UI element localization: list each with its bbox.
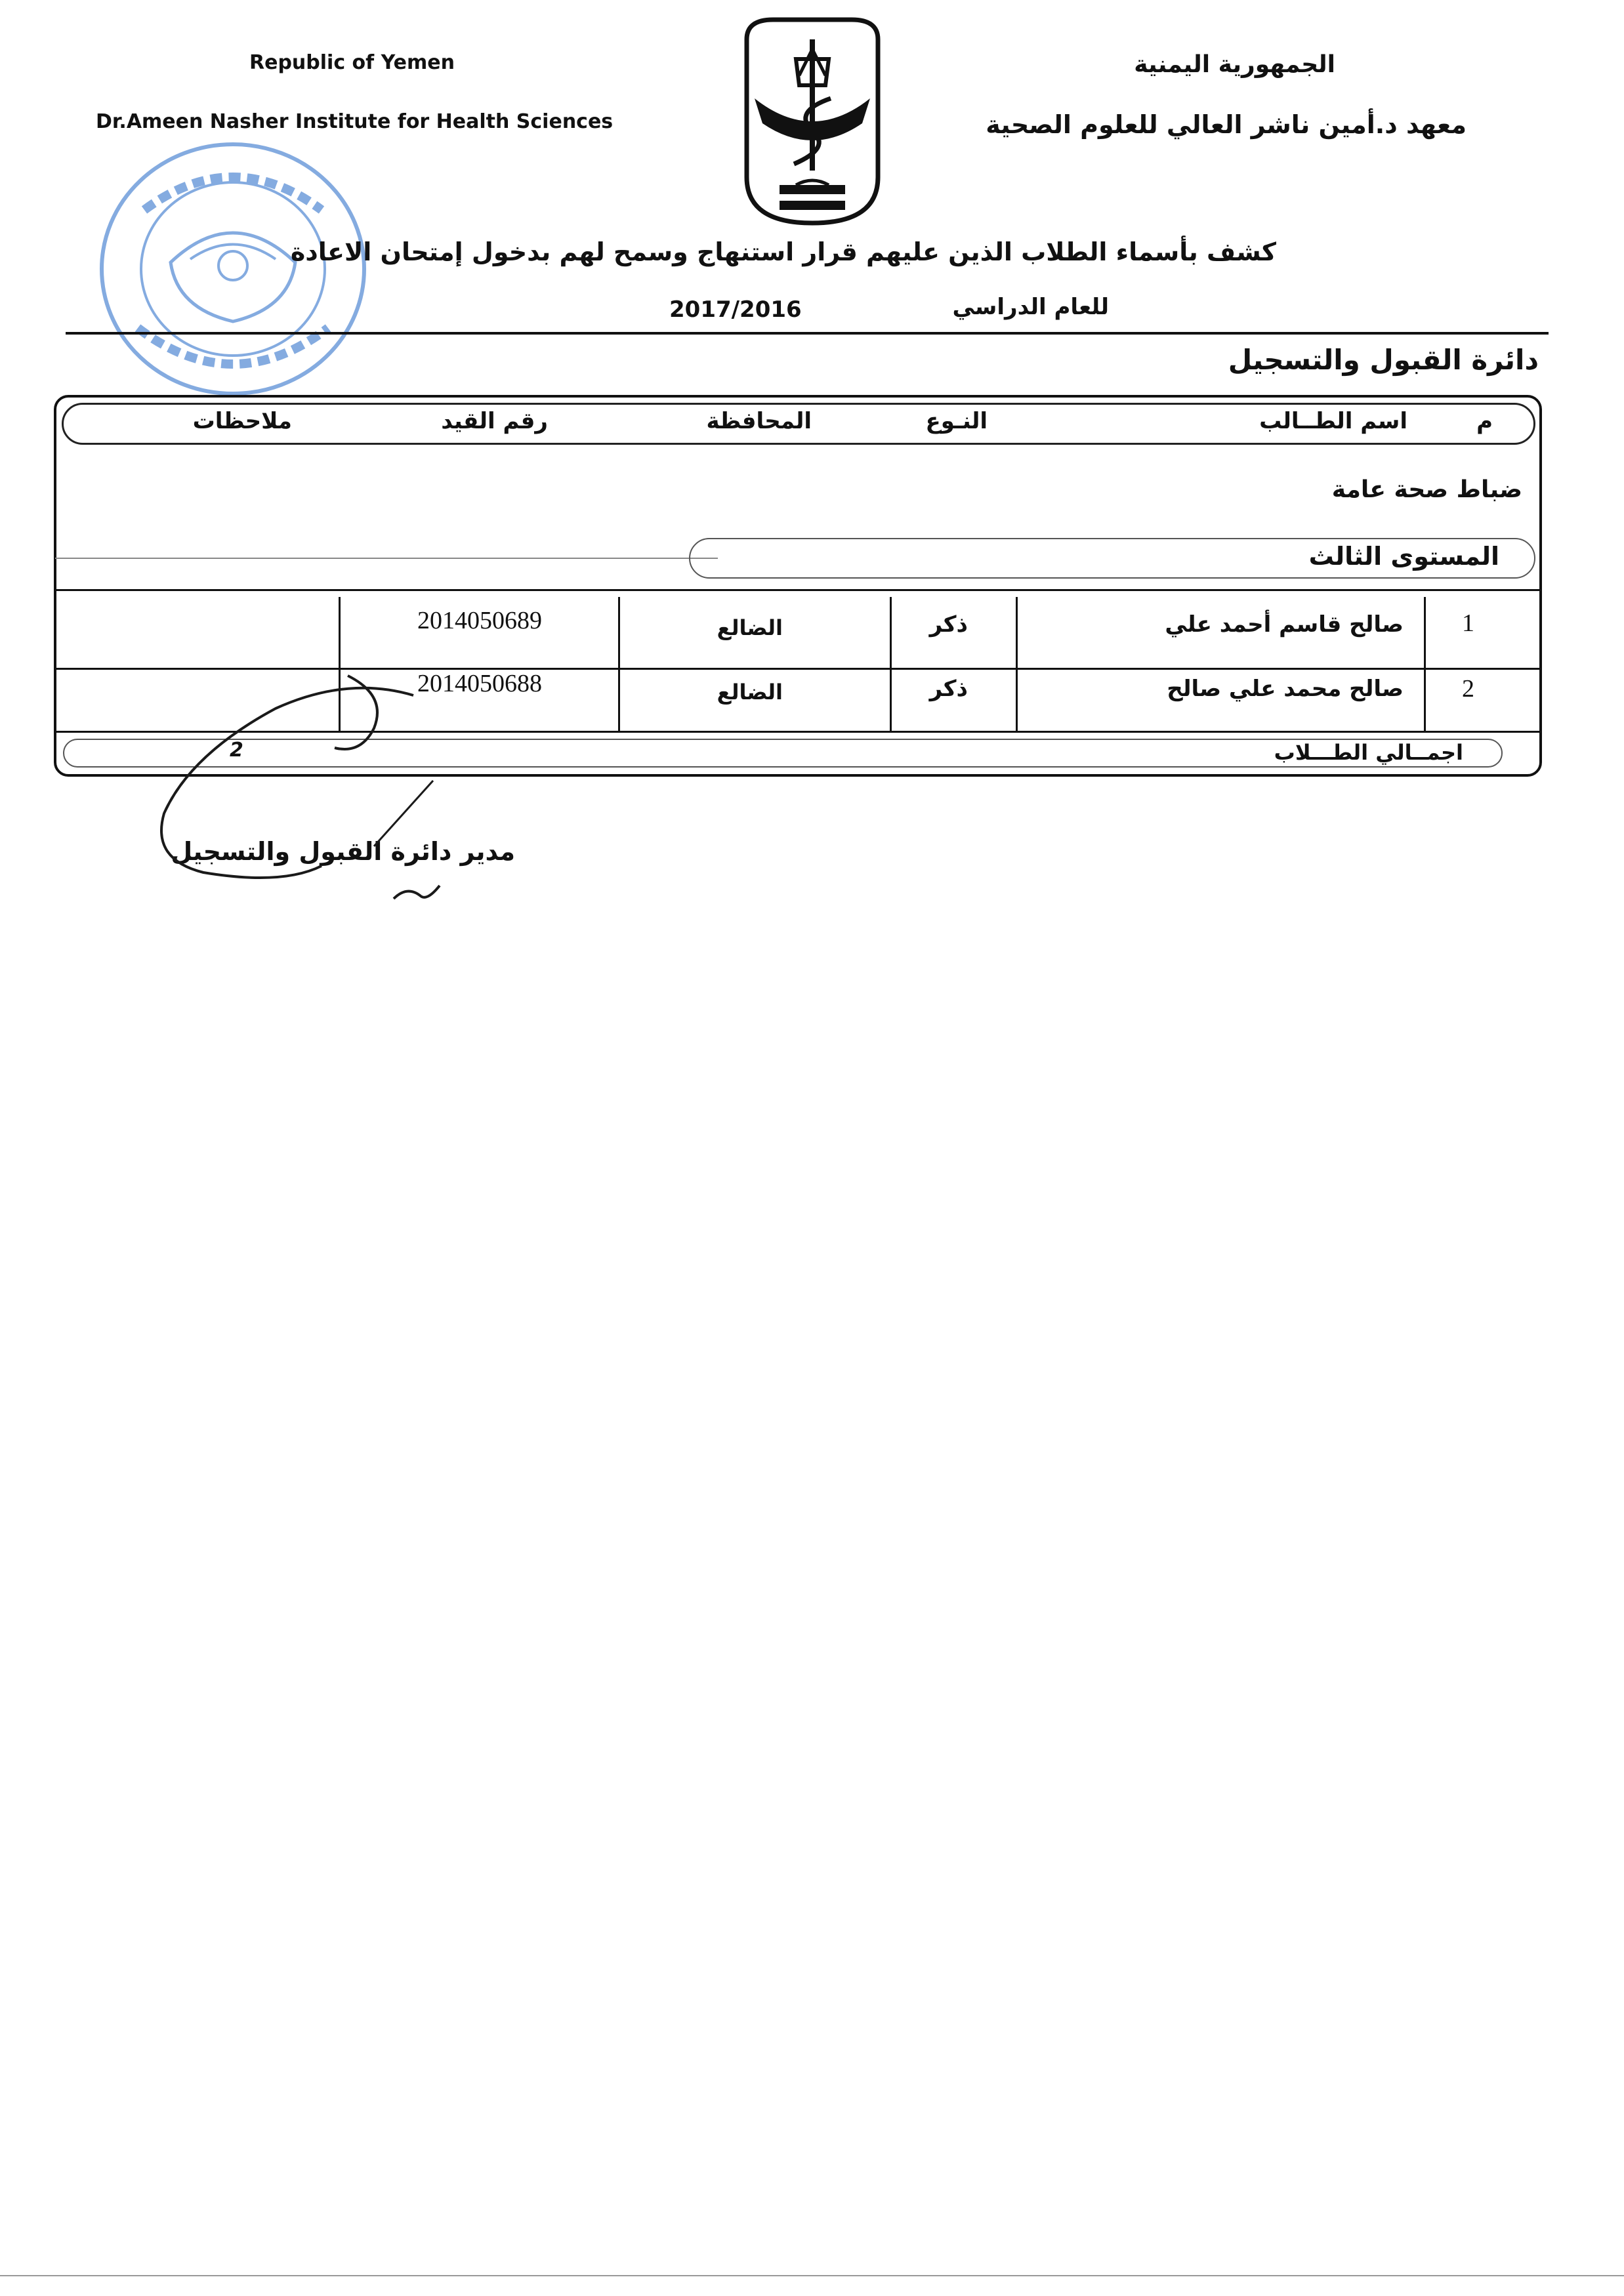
total-label: اجمــالي الطـــلاب — [1274, 740, 1463, 765]
grid-col-2 — [618, 597, 620, 731]
row-2-governorate: الضالع — [717, 680, 783, 705]
grid-col-3 — [890, 597, 892, 731]
row-2-name: صالح محمد علي صالح — [1167, 676, 1404, 702]
department-name: دائرة القبول والتسجيل — [1228, 344, 1539, 376]
row-1-gender: ذكر — [929, 611, 968, 638]
header-gender: النـوع — [925, 408, 988, 434]
row-2-reg-no: 2014050688 — [417, 670, 542, 697]
institute-logo-icon — [734, 13, 891, 230]
academic-year-value: 2017/2016 — [669, 297, 802, 323]
row-1-reg-no: 2014050689 — [417, 607, 542, 634]
program-name: ضباط صحة عامة — [1331, 476, 1522, 503]
grid-col-5 — [1424, 597, 1426, 731]
institute-name-ar: معهد د.أمين ناشر العالي للعلوم الصحية — [986, 110, 1467, 139]
header-reg-no: رقم القيد — [441, 408, 548, 434]
header-notes: ملاحظات — [192, 408, 292, 434]
scan-bottom-edge — [0, 2275, 1624, 2276]
row-1-name: صالح قاسم أحمد علي — [1165, 611, 1404, 638]
signature-scribble-icon — [151, 669, 505, 918]
level-separator — [55, 558, 718, 559]
grid-top — [55, 589, 1539, 591]
row-2-index: 2 — [1462, 675, 1474, 703]
header-index: م — [1476, 408, 1493, 434]
row-1-index: 1 — [1462, 609, 1474, 637]
official-stamp-icon — [92, 131, 381, 407]
institute-name-en: Dr.Ameen Nasher Institute for Health Sciences — [96, 110, 614, 133]
academic-year-label: للعام الدراسي — [952, 294, 1109, 320]
header-governorate: المحافظة — [706, 408, 812, 434]
country-name-ar: الجمهورية اليمنية — [1134, 51, 1335, 78]
level-name: المستوى الثالث — [1308, 542, 1499, 571]
row-2-gender: ذكر — [929, 676, 968, 702]
row-1-governorate: الضالع — [717, 615, 783, 640]
country-name-en: Republic of Yemen — [249, 51, 455, 74]
signature-title: مدير دائرة القبول والتسجيل — [171, 837, 515, 866]
header-name: اسم الطــالب — [1259, 408, 1407, 434]
document-title: كشف بأسماء الطلاب الذين عليهم قرار استنهاج وسمح لهم بدخول إمتحان الاعادة — [290, 237, 1276, 266]
header-divider — [66, 332, 1549, 335]
grid-col-4 — [1016, 597, 1018, 731]
total-value: 2 — [230, 739, 243, 762]
